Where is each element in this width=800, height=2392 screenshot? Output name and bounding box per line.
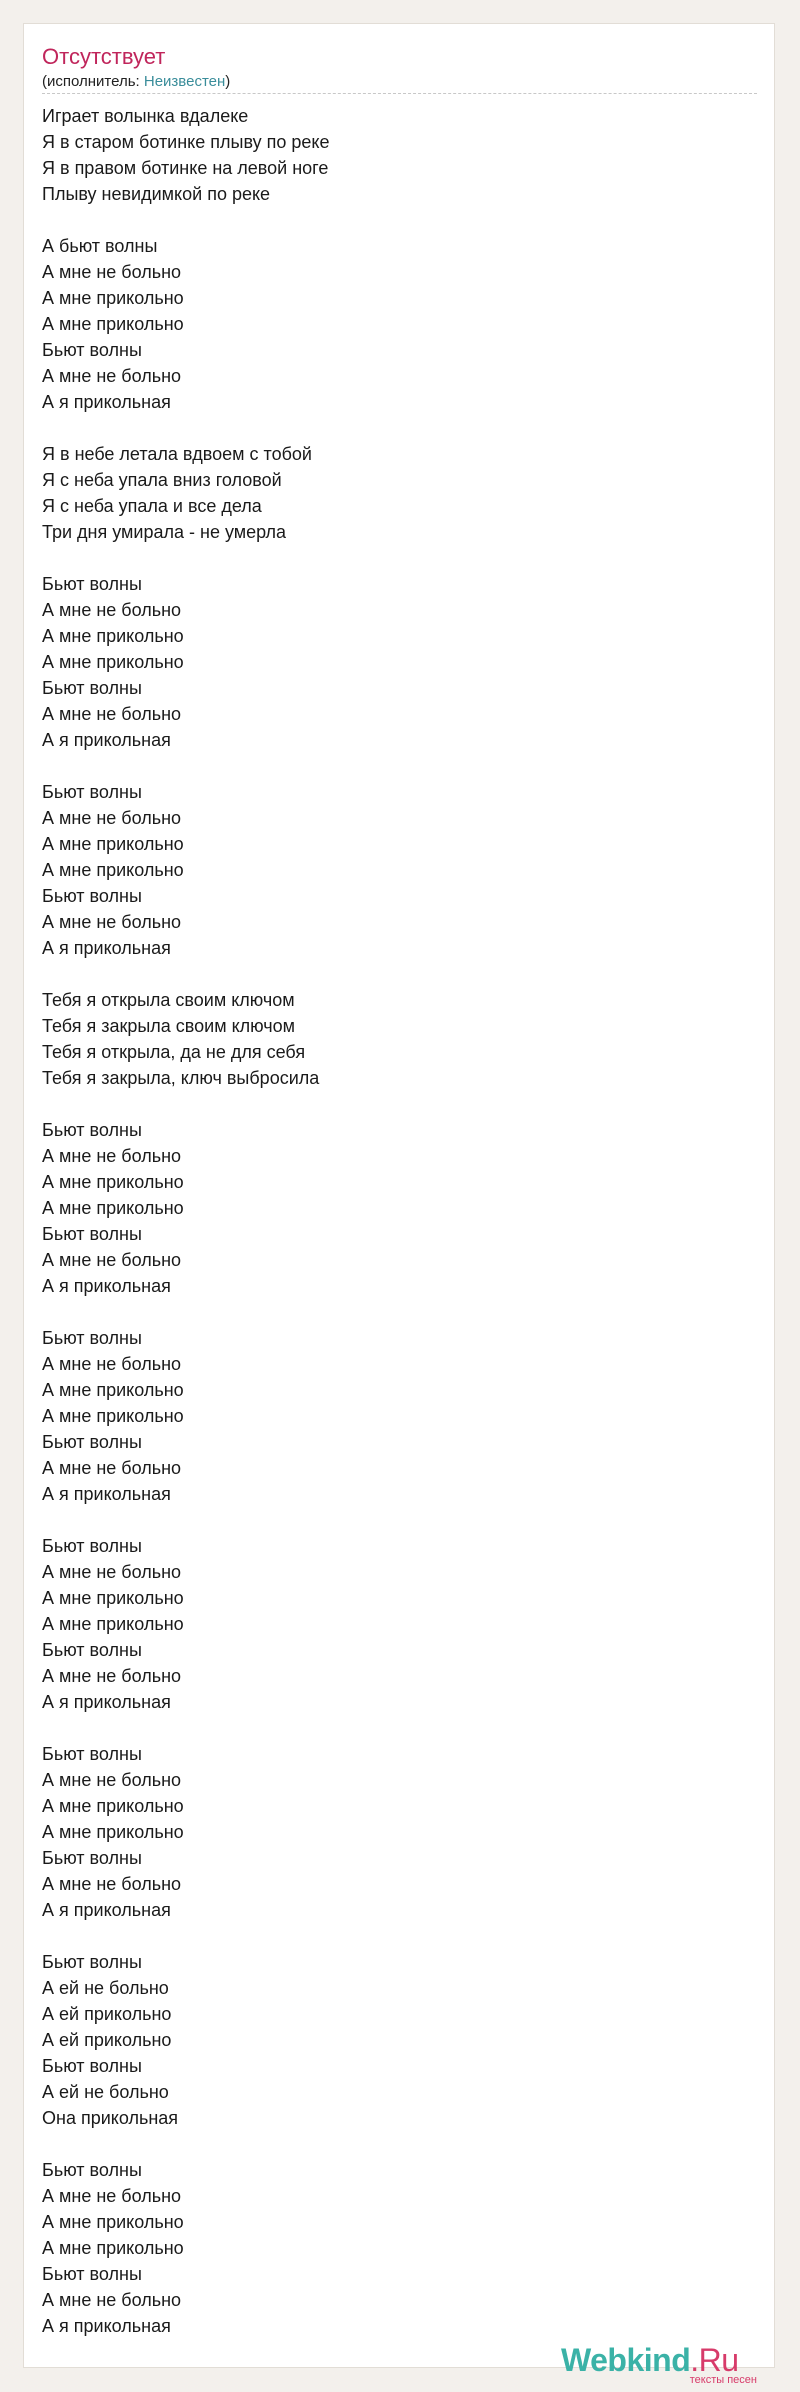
logo-main-text: Webkind [561, 2342, 691, 2378]
lyric-line: А мне не больно [42, 704, 182, 724]
lyric-line: Я в правом ботинке на левой ноге [42, 158, 329, 178]
stanza [42, 2157, 757, 2339]
lyric-line: Бьют волны [42, 574, 142, 594]
lyric-line: А мне прикольно [42, 1614, 184, 1634]
lyric-line: А ей не больно [42, 1978, 169, 1998]
stanza-gap [42, 545, 757, 571]
lyric-line: А мне прикольно [42, 1588, 184, 1608]
lyric-line: А мне не больно [42, 2186, 182, 2206]
lyric-line: А мне прикольно [42, 1172, 184, 1192]
lyric-line: А я прикольная [42, 1484, 171, 1504]
lyric-line: А мне не больно [42, 1874, 182, 1894]
lyric-line: Бьют волны [42, 1328, 142, 1348]
stanza [42, 1741, 757, 1923]
lyric-line: А мне не больно [42, 1770, 182, 1790]
lyric-line: Бьют волны [42, 340, 142, 360]
lyric-line: А я прикольная [42, 1276, 171, 1296]
title-divider [42, 93, 757, 94]
lyric-line: А мне не больно [42, 366, 182, 386]
lyric-line: Тебя я открыла, да не для себя [42, 1042, 306, 1062]
stanza-gap [42, 1923, 757, 1949]
artist-line [42, 72, 230, 92]
lyric-line: А мне прикольно [42, 860, 184, 880]
lyric-line: А мне прикольно [42, 1198, 184, 1218]
lyric-line: А мне прикольно [42, 288, 184, 308]
stanza [42, 103, 757, 207]
stanza [42, 571, 757, 753]
stanza [42, 1117, 757, 1299]
lyric-line: Бьют волны [42, 1952, 142, 1972]
lyric-line: Бьют волны [42, 2264, 142, 2284]
lyric-line: Она прикольная [42, 2108, 179, 2128]
lyric-line: Тебя я открыла своим ключом [42, 990, 295, 1010]
lyric-line: Бьют волны [42, 1120, 142, 1140]
lyric-line: Плыву невидимкой по реке [42, 184, 271, 204]
lyric-line: А я прикольная [42, 2316, 171, 2336]
lyric-line: А мне не больно [42, 912, 182, 932]
lyric-line: А ей не больно [42, 2082, 169, 2102]
lyric-line: А мне прикольно [42, 1796, 184, 1816]
lyric-line: А ей прикольно [42, 2030, 172, 2050]
artist-suffix: ) [225, 73, 231, 90]
song-title: Отсутствует [42, 44, 166, 69]
lyric-line: А мне прикольно [42, 314, 184, 334]
lyric-line: А мне прикольно [42, 652, 184, 672]
stanza [42, 1325, 757, 1507]
stanza [42, 233, 757, 415]
lyric-line: А мне не больно [42, 600, 182, 620]
stanza [42, 441, 757, 545]
lyric-line: А я прикольная [42, 392, 171, 412]
stanza-gap [42, 1091, 757, 1117]
lyric-line: Я с неба упала и все дела [42, 496, 262, 516]
lyric-line: А мне не больно [42, 1458, 182, 1478]
lyric-line: А ей прикольно [42, 2004, 172, 2024]
lyric-line: А мне прикольно [42, 2212, 184, 2232]
lyric-line: А я прикольная [42, 1900, 171, 1920]
stanza-gap [42, 753, 757, 779]
lyrics-card [23, 23, 775, 2368]
stanza-gap [42, 961, 757, 987]
stanza-gap [42, 1507, 757, 1533]
lyric-line: Бьют волны [42, 1640, 142, 1660]
lyric-line: А я прикольная [42, 730, 171, 750]
lyrics-text [42, 103, 757, 2339]
lyric-line: Тебя я закрыла, ключ выбросила [42, 1068, 320, 1088]
lyric-line: Бьют волны [42, 1224, 142, 1244]
lyric-line: А мне прикольно [42, 626, 184, 646]
lyric-line: А мне не больно [42, 262, 182, 282]
lyric-line: А бьют волны [42, 236, 158, 256]
lyric-line: Тебя я закрыла своим ключом [42, 1016, 296, 1036]
lyric-line: Я в небе летала вдвоем с тобой [42, 444, 312, 464]
lyric-line: Бьют волны [42, 2056, 142, 2076]
site-logo[interactable] [561, 2342, 771, 2386]
lyric-line: А мне прикольно [42, 1380, 184, 1400]
lyric-line: А мне не больно [42, 2290, 182, 2310]
lyric-line: Бьют волны [42, 678, 142, 698]
artist-link[interactable]: Неизвестен [143, 73, 226, 90]
artist-prefix: (исполнитель: [42, 73, 144, 90]
stanza-gap [42, 1715, 757, 1741]
lyric-line: А мне прикольно [42, 834, 184, 854]
lyric-line: Я в старом ботинке плыву по реке [42, 132, 330, 152]
logo-wordmark [561, 2342, 739, 2378]
lyric-line: А мне не больно [42, 1354, 182, 1374]
logo-tagline: тексты песен [689, 2374, 757, 2386]
lyric-line: Три дня умирала - не умерла [42, 522, 287, 542]
lyric-line: Бьют волны [42, 782, 142, 802]
lyric-line: Бьют волны [42, 886, 142, 906]
stanza-gap [42, 207, 757, 233]
stanza-gap [42, 1299, 757, 1325]
stanza [42, 779, 757, 961]
lyric-line: Играет волынка вдалеке [42, 106, 249, 126]
lyric-line: А мне прикольно [42, 1406, 184, 1426]
lyric-line: А мне не больно [42, 1250, 182, 1270]
lyric-line: А я прикольная [42, 938, 171, 958]
stanza-gap [42, 2131, 757, 2157]
lyric-line: А мне прикольно [42, 1822, 184, 1842]
stanza [42, 1533, 757, 1715]
lyric-line: Бьют волны [42, 2160, 142, 2180]
lyric-line: А мне не больно [42, 1666, 182, 1686]
lyric-line: А мне прикольно [42, 2238, 184, 2258]
lyric-line: Бьют волны [42, 1536, 142, 1556]
lyric-line: А я прикольная [42, 1692, 171, 1712]
lyric-line: Бьют волны [42, 1432, 142, 1452]
lyric-line: А мне не больно [42, 1562, 182, 1582]
lyric-line: А мне не больно [42, 808, 182, 828]
stanza [42, 1949, 757, 2131]
stanza-gap [42, 415, 757, 441]
lyric-line: Бьют волны [42, 1848, 142, 1868]
lyric-line: Бьют волны [42, 1744, 142, 1764]
logo-tld: .Ru [690, 2342, 739, 2378]
lyric-line: А мне не больно [42, 1146, 182, 1166]
lyric-line: Я с неба упала вниз головой [42, 470, 282, 490]
stanza [42, 987, 757, 1091]
